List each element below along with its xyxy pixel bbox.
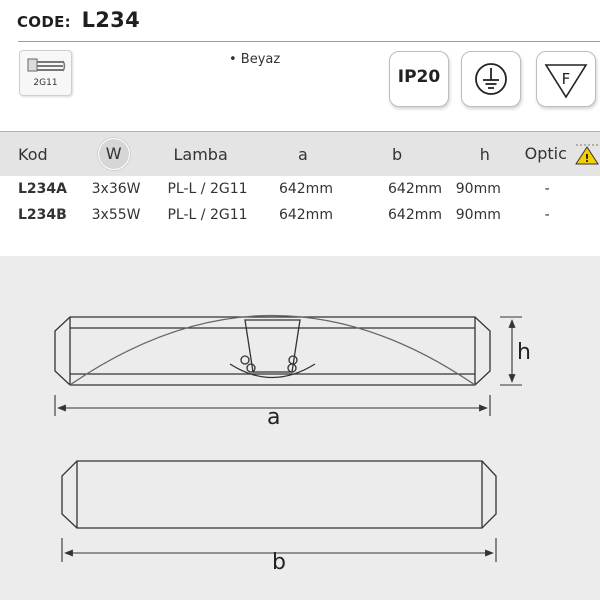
ip-rating-badge: [389, 51, 449, 107]
lamp-socket-icon: [26, 57, 66, 75]
cell-a: 642mm: [278, 207, 333, 223]
technical-drawing: [0, 256, 600, 600]
cell-w: 3x55W: [91, 207, 141, 223]
dim-a-label: a: [267, 405, 281, 430]
front-view: [55, 316, 490, 386]
cell-lamba: PL-L / 2G11: [167, 181, 248, 197]
cell-h: 90mm: [455, 207, 501, 223]
table-row: [0, 176, 600, 202]
f-mark-badge: [536, 51, 596, 107]
col-kod: Kod: [18, 144, 48, 164]
product-code: [17, 8, 140, 32]
dim-b-label: b: [272, 550, 286, 575]
cell-a: 642mm: [278, 181, 333, 197]
lamp-socket-label: 2G11: [33, 78, 58, 88]
code-label: CODE:: [17, 13, 71, 31]
cell-kod: L234B: [18, 207, 67, 223]
cell-optic: -: [544, 181, 550, 197]
f-mark-text: F: [561, 70, 571, 88]
col-a: a: [297, 144, 308, 164]
col-w: [88, 132, 158, 177]
color-note: • Beyaz: [229, 52, 281, 67]
earth-ground-icon: [462, 52, 520, 106]
w-circle: W: [98, 138, 130, 170]
spec-table: [0, 131, 600, 228]
cell-h: 90mm: [455, 181, 501, 197]
cell-kod: L234A: [18, 181, 67, 197]
col-optic-label: Optic: [524, 143, 567, 163]
cell-optic: -: [544, 207, 550, 223]
dimension-drawing: [0, 256, 600, 600]
cell-b: 642mm: [388, 181, 442, 197]
lamp-socket-box: [19, 50, 72, 96]
cell-b: 642mm: [388, 207, 442, 223]
svg-text:!: !: [584, 152, 590, 165]
ground-badge: [461, 51, 521, 107]
col-lamba: Lamba: [173, 144, 228, 164]
table-header-row: [0, 132, 600, 177]
ip-rating-text: IP20: [397, 67, 441, 87]
cell-w: 3x36W: [91, 181, 141, 197]
f-mark-icon: [537, 52, 595, 106]
col-optic: [525, 132, 600, 177]
code-value: L234: [81, 8, 141, 32]
side-view: [62, 461, 496, 528]
header-divider: [18, 41, 600, 42]
col-h: h: [479, 144, 490, 164]
warning-icon: [574, 142, 600, 166]
cell-lamba: PL-L / 2G11: [167, 207, 248, 223]
table-row: [0, 202, 600, 228]
dim-h-label: h: [517, 340, 531, 365]
col-b: b: [392, 144, 403, 164]
